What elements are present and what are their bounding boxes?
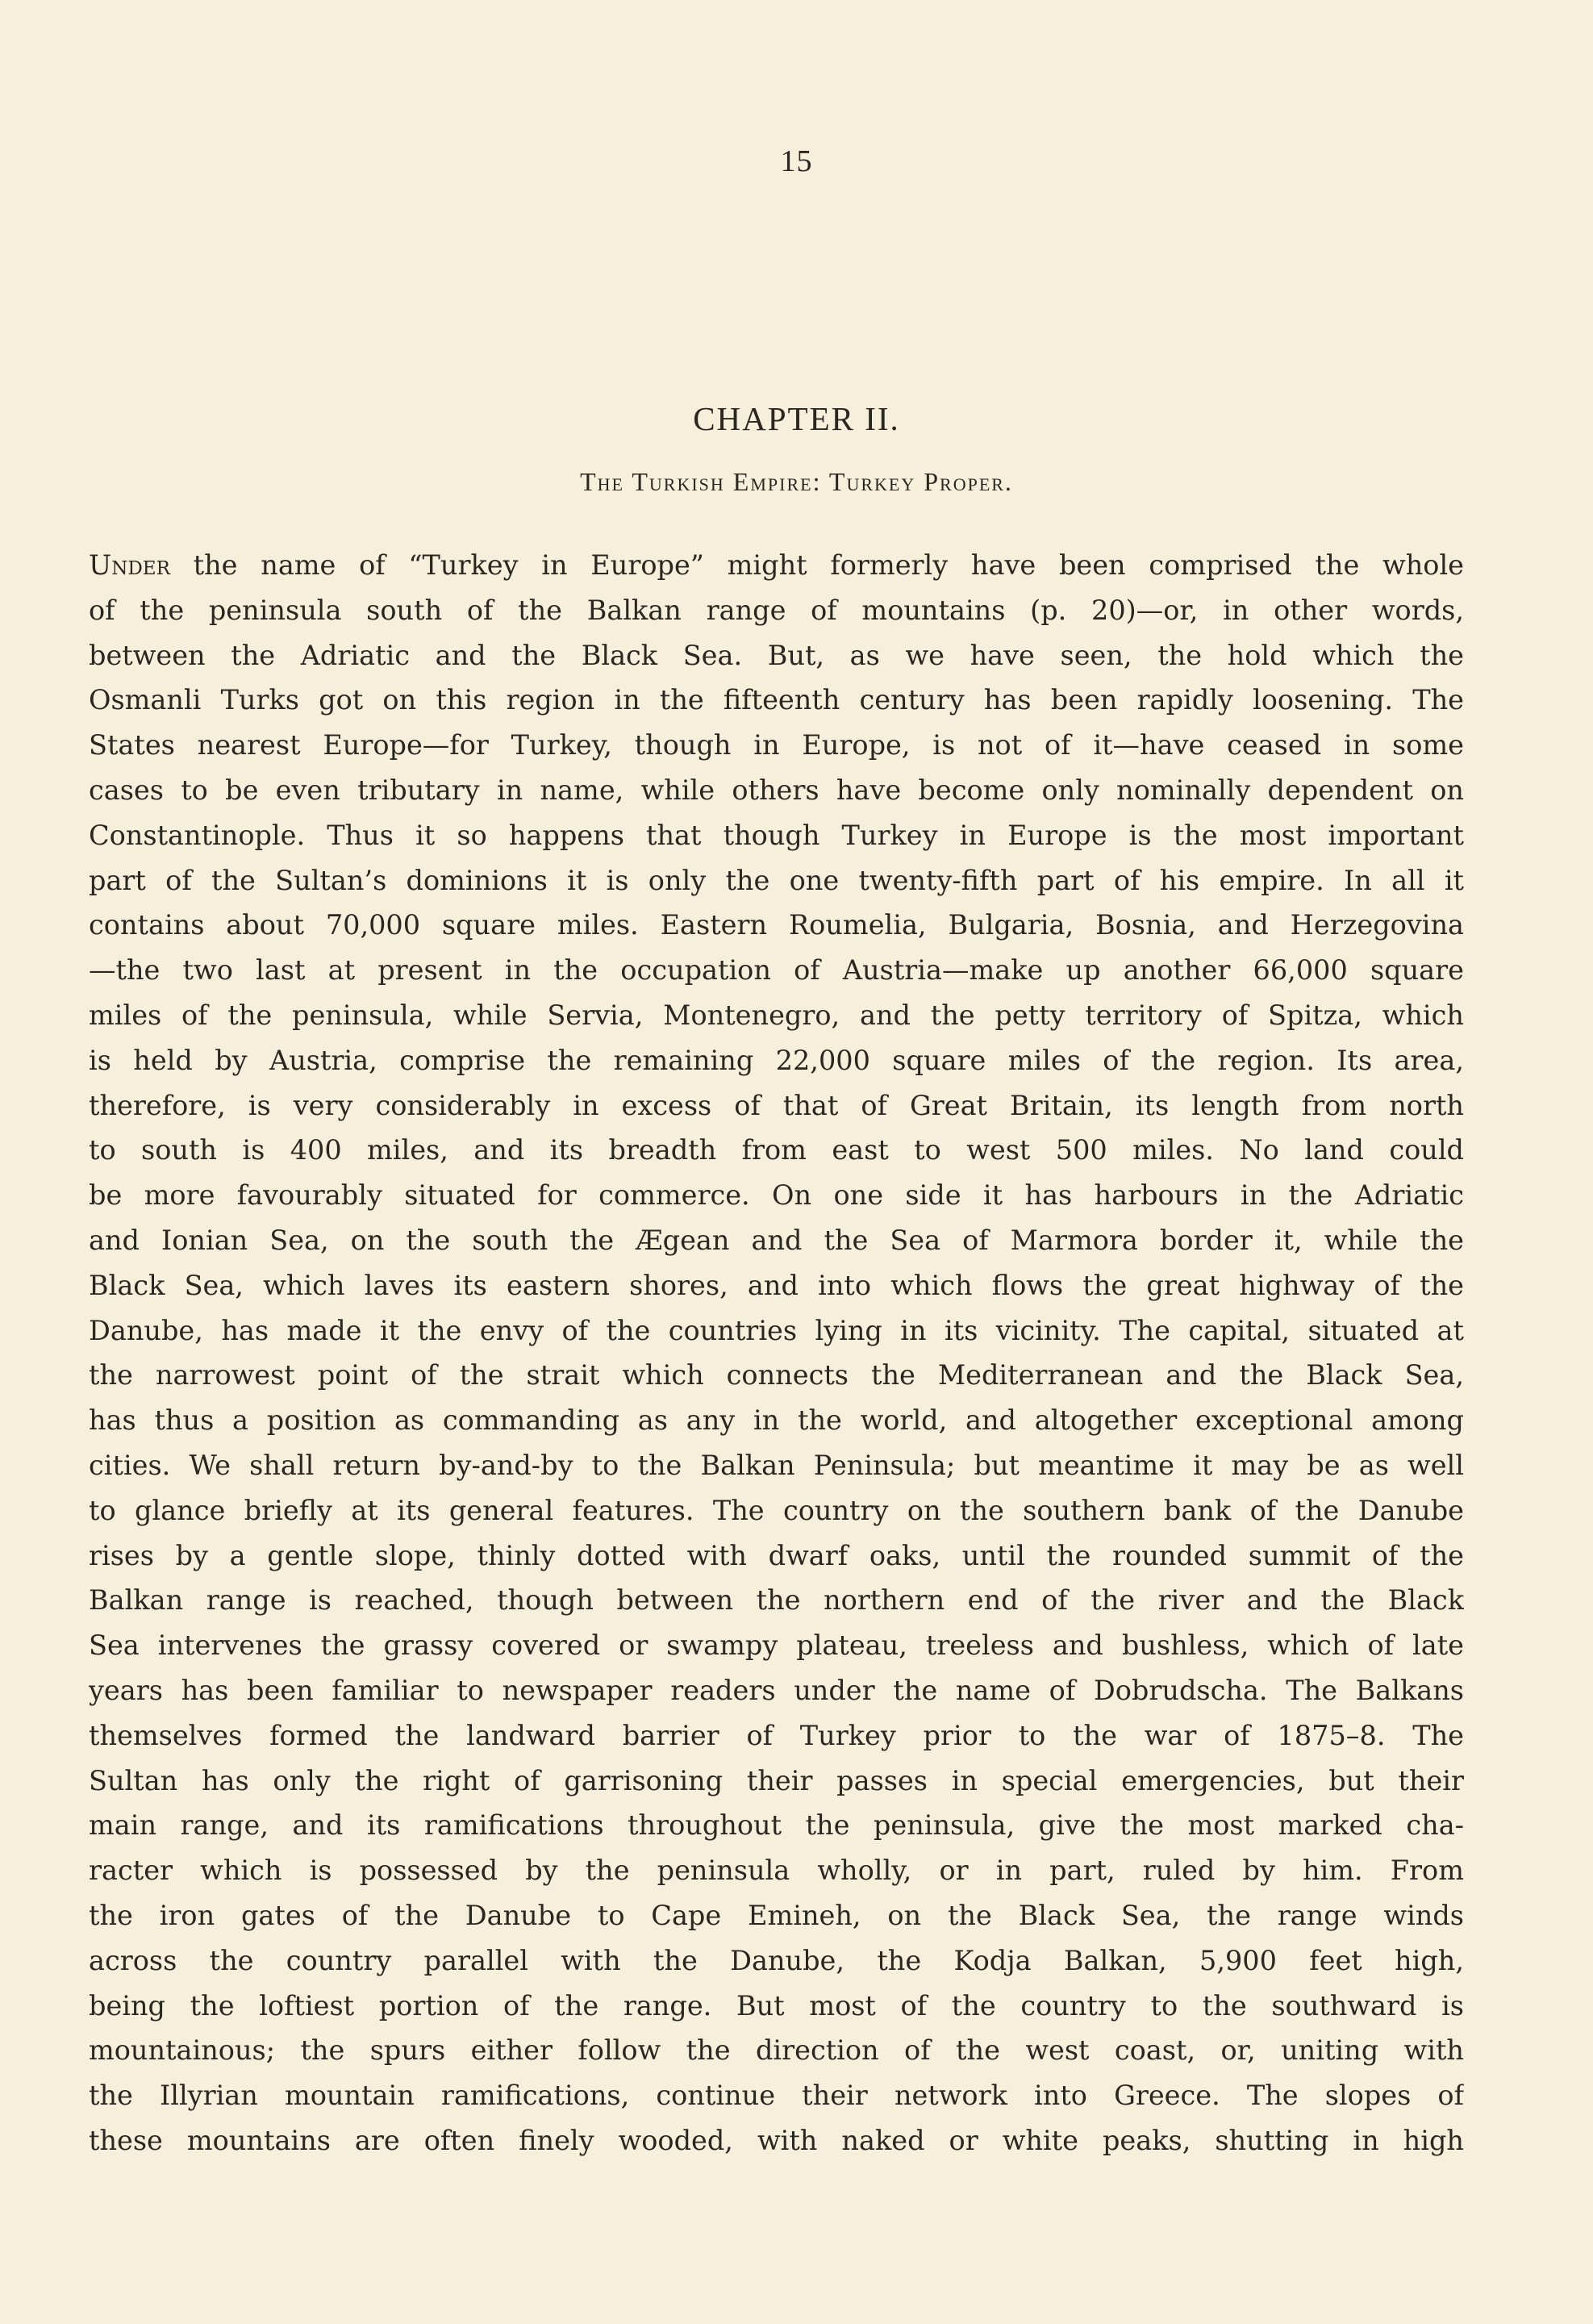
- text-line: between the Adriatic and the Black Sea. But, as we have seen, the hold which the: [89, 639, 1464, 671]
- text-line: is held by Austria, comprise the remaining 22,000 square miles of the region. Its area,: [89, 1044, 1464, 1076]
- text-line: miles of the peninsula, while Servia, Montenegro, and the petty territory of Spitza, which: [89, 999, 1464, 1031]
- text-line: Osmanli Turks got on this region in the fifteenth century has been rapidly loosening. The: [89, 684, 1464, 716]
- text-line: therefore, is very considerably in excess of that of Great Britain, its length from north: [89, 1089, 1464, 1121]
- text-line: Constantinople. Thus it so happens that though Turkey in Europe is the most important: [89, 819, 1464, 851]
- text-line: be more favourably situated for commerce. On one side it has harbours in the Adriatic: [89, 1179, 1464, 1212]
- text-line: Under the name of “Turkey in Europe” might formerly have been comprised the whole: [89, 549, 1464, 581]
- text-line: cases to be even tributary in name, while others have become only nominally dependent on: [89, 774, 1464, 806]
- text-line: to glance briefly at its general features. The country on the southern bank of the Danube: [89, 1494, 1464, 1526]
- text-line: the iron gates of the Danube to Cape Emineh, on the Black Sea, the range winds: [89, 1899, 1464, 1931]
- text-line: and Ionian Sea, on the south the Ægean and the Sea of Marmora border it, while the: [89, 1224, 1464, 1256]
- text-line: —the two last at present in the occupation of Austria—make up another 66,000 square: [89, 954, 1464, 987]
- text-line: of the peninsula south of the Balkan range of mountains (p. 20)—or, in other words,: [89, 594, 1464, 626]
- chapter-heading: CHAPTER II.: [693, 400, 900, 437]
- text-line: contains about 70,000 square miles. Eastern Roumelia, Bulgaria, Bosnia, and Herzegovina: [89, 909, 1464, 941]
- text-line: Danube, has made it the envy of the countries lying in its vicinity. The capital, situated at: [89, 1314, 1464, 1346]
- text-line: the Illyrian mountain ramifications, continue their network into Greece. The slopes of: [89, 2080, 1464, 2112]
- text-line: part of the Sultan’s dominions it is only the one twenty-fifth part of his empire. In all it: [89, 864, 1464, 896]
- body-text: [89, 543, 1464, 2163]
- text-line: the narrowest point of the strait which connects the Mediterranean and the Black Sea,: [89, 1359, 1464, 1391]
- text-line: mountainous; the spurs either follow the direction of the west coast, or, uniting with: [89, 2034, 1464, 2067]
- text-line: rises by a gentle slope, thinly dotted with dwarf oaks, until the rounded summit of the: [89, 1539, 1464, 1571]
- text-line: Sea intervenes the grassy covered or swampy plateau, treeless and bushless, which of late: [89, 1629, 1464, 1662]
- text-line: States nearest Europe—for Turkey, though in Europe, is not of it—have ceased in some: [89, 729, 1464, 761]
- text-line: these mountains are often finely wooded, with naked or white peaks, shutting in high: [89, 2124, 1464, 2156]
- chapter-subtitle: The Turkish Empire: Turkey Proper.: [580, 467, 1013, 496]
- text-line: Sultan has only the right of garrisoning their passes in special emergencies, but their: [89, 1764, 1464, 1796]
- text-line: has thus a position as commanding as any in the world, and altogether exceptional among: [89, 1404, 1464, 1437]
- text-line: across the country parallel with the Danube, the Kodja Balkan, 5,900 feet high,: [89, 1944, 1464, 1976]
- opening-word: Under: [89, 549, 170, 581]
- page-number: 15: [780, 144, 813, 178]
- text-line: to south is 400 miles, and its breadth from east to west 500 miles. No land could: [89, 1134, 1464, 1166]
- text-line: Balkan range is reached, though between the northern end of the river and the Black: [89, 1584, 1464, 1617]
- text-line: themselves formed the landward barrier of Turkey prior to the war of 1875–8. The: [89, 1719, 1464, 1751]
- text-line: racter which is possessed by the peninsula wholly, or in part, ruled by him. From: [89, 1855, 1464, 1887]
- text-line: years has been familiar to newspaper readers under the name of Dobrudscha. The Balkans: [89, 1674, 1464, 1706]
- text-line: Black Sea, which laves its eastern shores, and into which flows the great highway of the: [89, 1269, 1464, 1301]
- text-line: main range, and its ramifications throughout the peninsula, give the most marked cha-: [89, 1809, 1464, 1842]
- text-line: being the loftiest portion of the range. But most of the country to the southward is: [89, 1989, 1464, 2022]
- text-line: cities. We shall return by-and-by to the Balkan Peninsula; but meantime it may be as well: [89, 1449, 1464, 1481]
